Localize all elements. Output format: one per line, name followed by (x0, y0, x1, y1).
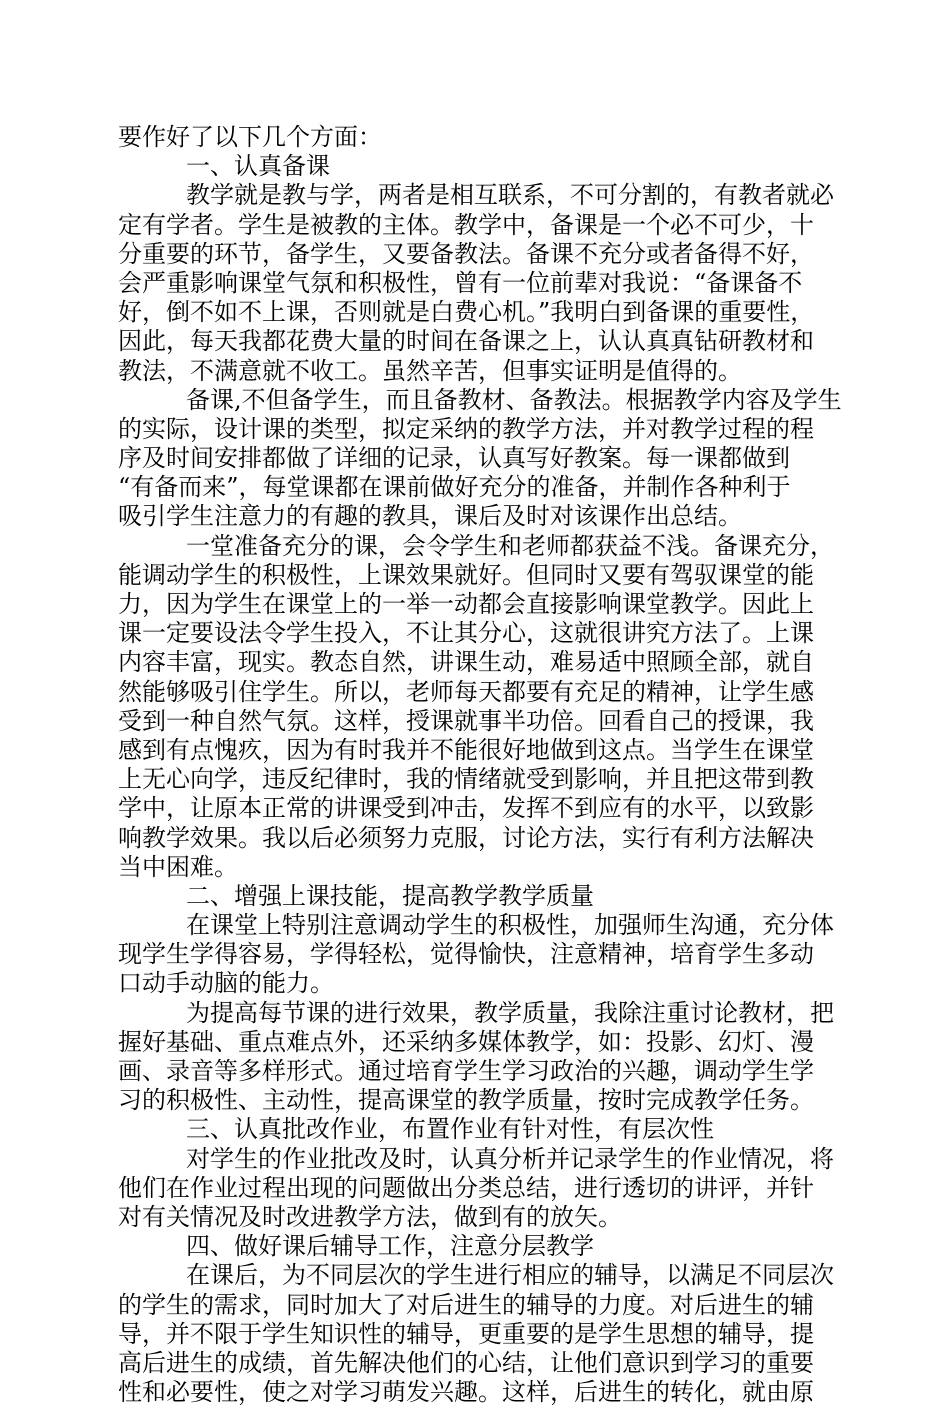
text-line: 导，并不限于学生知识性的辅导，更重要的是学生思想的辅导，提 (118, 1319, 814, 1348)
text-line: 序及时间安排都做了详细的记录，认真写好教案。每一课都做到 (118, 444, 790, 473)
text-line: 现学生学得容易，学得轻松，觉得愉快，注意精神，培育学生多动 (118, 940, 814, 969)
text-line: 一堂准备充分的课，会令学生和老师都获益不浅。备课充分， (186, 531, 834, 560)
text-line: 然能够吸引住学生。所以，老师每天都要有充足的精神，让学生感 (118, 677, 814, 706)
text-line: 画、录音等多样形式。通过培育学生学习政治的兴趣，调动学生学 (118, 1057, 814, 1085)
text-line: 三、认真批改作业，布置作业有针对性，有层次性 (186, 1115, 714, 1144)
text-line: 他们在作业过程出现的问题做出分类总结，进行透切的讲评，并针 (118, 1173, 814, 1202)
text-line: 内容丰富，现实。教态自然，讲课生动，难易适中照顾全部，就自 (118, 648, 814, 677)
text-line: 课一定要设法令学生投入，不让其分心，这就很讲究方法了。上课 (118, 619, 814, 648)
text-line: 对学生的作业批改及时，认真分析并记录学生的作业情况，将 (186, 1144, 834, 1173)
text-line: 吸引学生注意力的有趣的教具，课后及时对该课作出总结。 (118, 502, 742, 531)
text-line: 当中困难。 (118, 852, 238, 881)
text-line: 在课堂上特别注意调动学生的积极性，加强师生沟通，充分体 (186, 911, 834, 940)
text-line: 在课后，为不同层次的学生进行相应的辅导，以满足不同层次 (186, 1261, 834, 1290)
text-line: 一、认真备课 (186, 152, 330, 181)
text-line: 的学生的需求，同时加大了对后进生的辅导的力度。对后进生的辅 (118, 1290, 814, 1319)
text-line: 感到有点愧疚，因为有时我并不能很好地做到这点。当学生在课堂 (118, 735, 814, 764)
text-line: 教学就是教与学，两者是相互联系，不可分割的，有教者就必 (186, 181, 834, 210)
text-line: 高后进生的成绩，首先解决他们的心结，让他们意识到学习的重要 (118, 1348, 814, 1377)
text-line: 学中，让原本正常的讲课受到冲击，发挥不到应有的水平，以致影 (118, 794, 814, 823)
text-line: 好，倒不如不上课，否则就是白费心机。”我明白到备课的重要性， (118, 298, 815, 327)
text-line: 受到一种自然气氛。这样，授课就事半功倍。回看自己的授课，我 (118, 706, 814, 735)
text-line: 能调动学生的积极性，上课效果就好。但同时又要有驾驭课堂的能 (118, 560, 814, 589)
text-line: 二、增强上课技能，提高教学教学质量 (186, 881, 594, 910)
text-line: 定有学者。学生是被教的主体。教学中，备课是一个必不可少，十 (118, 210, 814, 239)
text-line: 的实际，设计课的类型，拟定采纳的教学方法，并对教学过程的程 (118, 414, 814, 443)
text-line: 备课,不但备学生，而且备教材、备教法。根据教学内容及学生 (186, 385, 842, 414)
document-body (118, 123, 842, 1407)
text-line: 力，因为学生在课堂上的一举一动都会直接影响课堂教学。因此上 (118, 590, 814, 618)
text-line: 对有关情况及时改进教学方法，做到有的放矢。 (118, 1202, 622, 1231)
text-line: 为提高每节课的进行效果，教学质量，我除注重讨论教材，把 (186, 998, 834, 1027)
text-line: 要作好了以下几个方面： (118, 123, 382, 151)
text-line: 性和必要性，使之对学习萌发兴趣。这样，后进生的转化，就由原 (118, 1378, 814, 1407)
text-line: 教法，不满意就不收工。虽然辛苦，但事实证明是值得的。 (118, 356, 742, 385)
text-line: 习的积极性、主动性，提高课堂的教学质量，按时完成教学任务。 (118, 1086, 814, 1115)
text-line: 握好基础、重点难点外，还采纳多媒体教学，如：投影、幻灯、漫 (118, 1027, 814, 1056)
text-line: 会严重影响课堂气氛和积极性，曾有一位前辈对我说：“备课备不 (118, 268, 803, 297)
text-line: “有备而来”，每堂课都在课前做好充分的准备，并制作各种利于 (118, 473, 791, 502)
text-line: 四、做好课后辅导工作，注意分层教学 (186, 1232, 594, 1261)
text-line: 因此，每天我都花费大量的时间在备课之上，认认真真钻研教材和 (118, 327, 814, 356)
text-line: 分重要的环节，备学生，又要备教法。备课不充分或者备得不好， (118, 239, 814, 268)
text-line: 口动手动脑的能力。 (118, 969, 334, 998)
text-line: 响教学效果。我以后必须努力克服，讨论方法，实行有利方法解决 (118, 823, 814, 852)
text-line: 上无心向学，违反纪律时，我的情绪就受到影响，并且把这带到教 (118, 765, 814, 794)
